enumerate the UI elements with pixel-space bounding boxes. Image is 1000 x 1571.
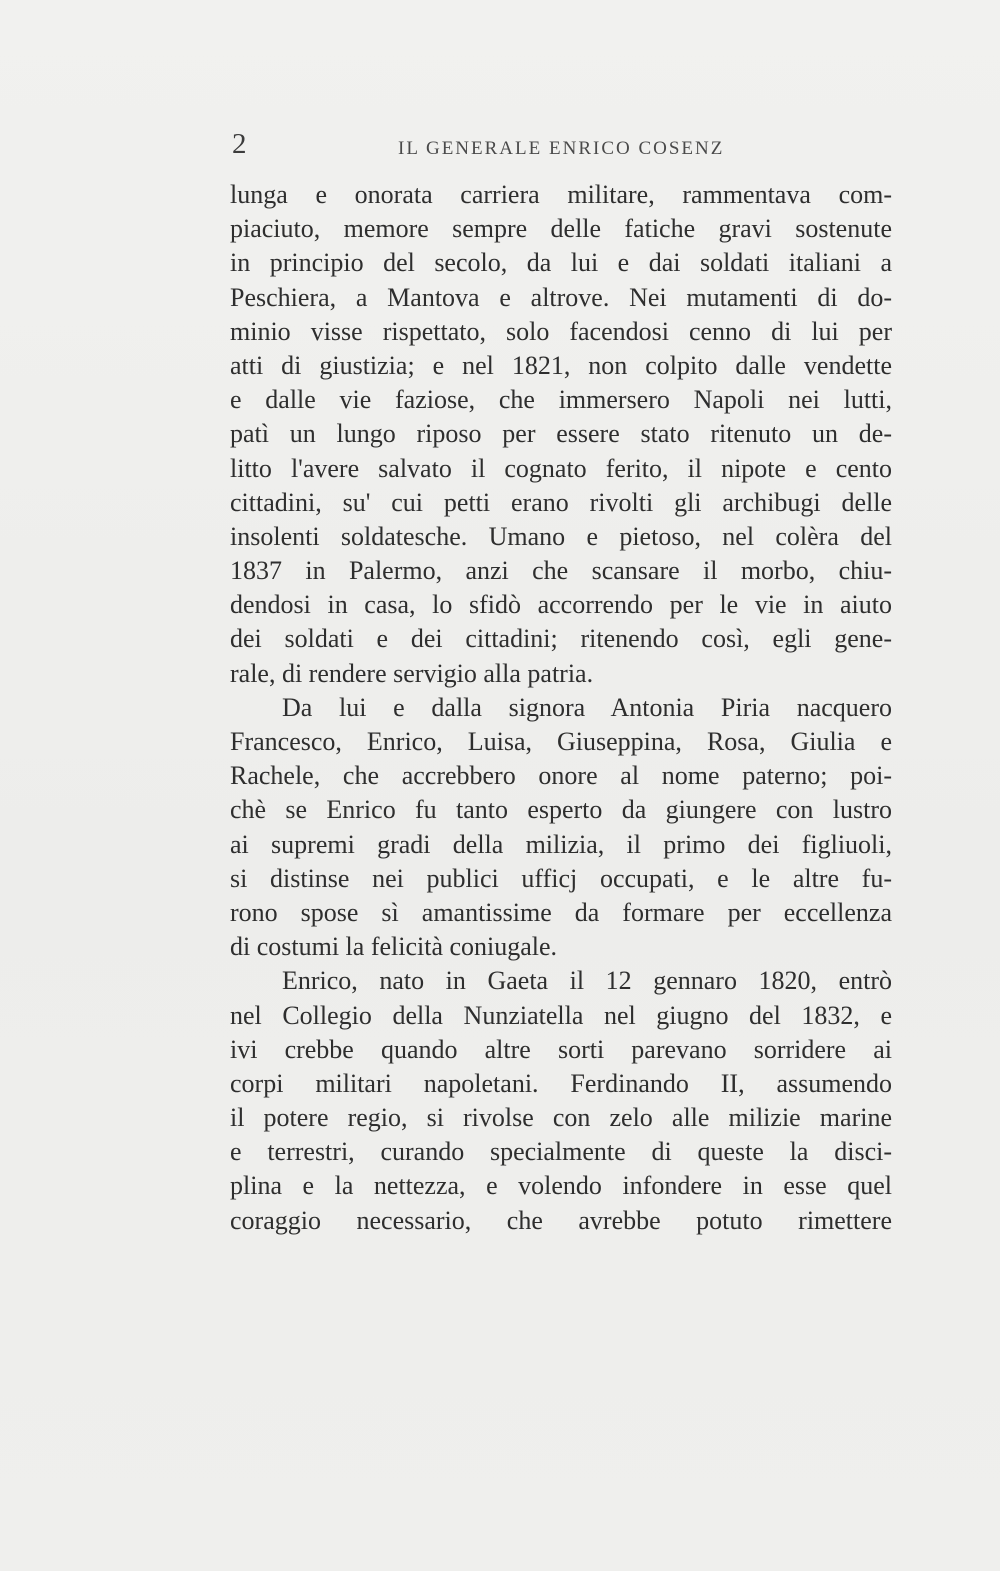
text-line: il potere regio, si rivolse con zelo alle milizie marine bbox=[230, 1103, 892, 1133]
text-line: 1837 in Palermo, anzi che scansare il morbo, chiu- bbox=[230, 556, 892, 586]
text-line: minio visse rispettato, solo facendosi cenno di lui per bbox=[230, 316, 892, 346]
text-line: si distinse nei publici ufficj occupati, e le altre fu- bbox=[230, 863, 892, 893]
text-line: Francesco, Enrico, Luisa, Giuseppina, Rosa, Giulia e bbox=[230, 727, 892, 756]
running-title: IL GENERALE ENRICO COSENZ bbox=[398, 138, 725, 159]
body-text bbox=[230, 178, 892, 1238]
text-line: corpi militari napoletani. Ferdinando II, assumendo bbox=[230, 1068, 892, 1098]
text-line: cittadini, su' cui petti erano rivolti gli archibugi delle bbox=[230, 487, 892, 517]
text-line: dei soldati e dei cittadini; ritenendo così, egli gene- bbox=[230, 624, 892, 654]
text-line: piaciuto, memore sempre delle fatiche gravi sostenute bbox=[230, 214, 892, 244]
text-line: chè se Enrico fu tanto esperto da giungere con lustro bbox=[230, 795, 892, 825]
text-line: coraggio necessario, che avrebbe potuto rimettere bbox=[230, 1205, 892, 1235]
text-line: lunga e onorata carriera militare, rammentava com- bbox=[230, 180, 892, 209]
text-line: insolenti soldatesche. Umano e pietoso, nel colèra del bbox=[230, 521, 892, 551]
text-line: rale, di rendere servigio alla patria. bbox=[230, 658, 594, 688]
text-line: Enrico, nato in Gaeta il 12 gennaro 1820, entrò bbox=[282, 966, 892, 996]
text-line: Peschiera, a Mantova e altrove. Nei mutamenti di do- bbox=[230, 282, 892, 312]
text-line: ai supremi gradi della milizia, il primo dei figliuoli, bbox=[230, 829, 892, 859]
text-line: patì un lungo riposo per essere stato ritenuto un de- bbox=[230, 419, 892, 449]
text-line: Da lui e dalla signora Antonia Piria nacquero bbox=[282, 692, 892, 722]
text-line: Rachele, che accrebbero onore al nome paterno; poi- bbox=[230, 761, 892, 791]
text-line: di costumi la felicità coniugale. bbox=[230, 932, 558, 962]
text-line: atti di giustizia; e nel 1821, non colpito dalle vendette bbox=[230, 350, 892, 380]
text-line: in principio del secolo, da lui e dai soldati italiani a bbox=[230, 248, 892, 278]
text-line: ivi crebbe quando altre sorti parevano sorridere ai bbox=[230, 1034, 892, 1064]
text-line: dendosi in casa, lo sfidò accorrendo per le vie in aiuto bbox=[230, 590, 892, 620]
text-line: plina e la nettezza, e volendo infondere in esse quel bbox=[230, 1171, 892, 1201]
text-line: nel Collegio della Nunziatella nel giugno del 1832, e bbox=[230, 1000, 892, 1030]
text-line: e dalle vie faziose, che immersero Napoli nei lutti, bbox=[230, 385, 892, 415]
text-line: rono spose sì amantissime da formare per eccellenza bbox=[230, 897, 892, 927]
page-number: 2 bbox=[232, 128, 247, 160]
text-line: e terrestri, curando specialmente di queste la disci- bbox=[230, 1137, 892, 1167]
text-line: litto l'avere salvato il cognato ferito, il nipote e cento bbox=[230, 453, 892, 483]
